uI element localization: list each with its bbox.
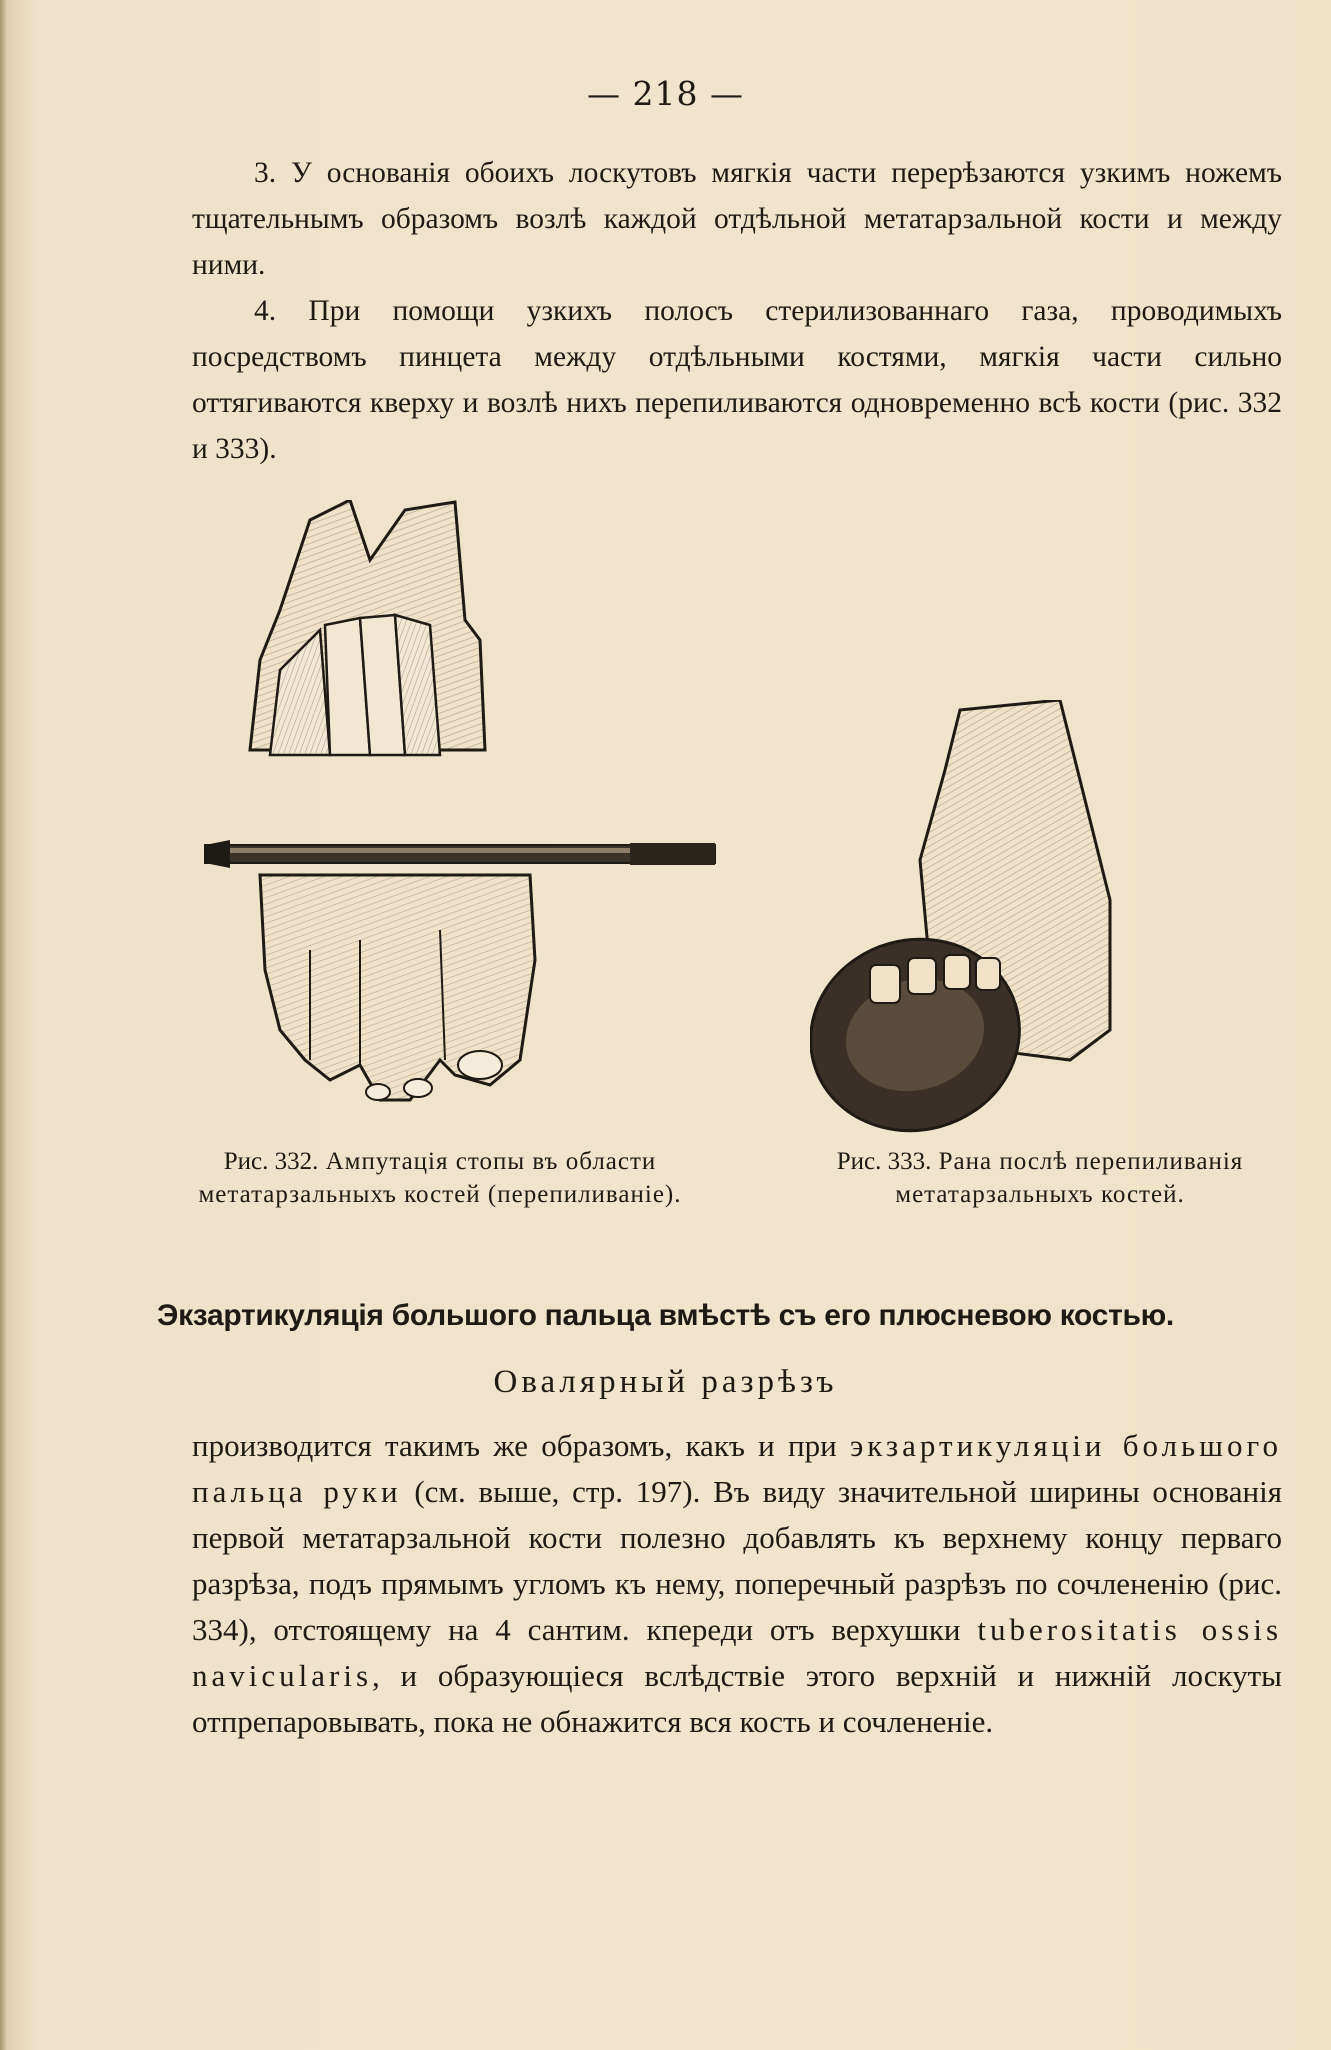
body-text-2: (см. выше, стр. 197). Въ виду значительной ширины основанія первой метатарзальной кости полезно добавлять къ верхнему концу перваго разрѣза, подъ прямымъ угломъ къ нему, поперечный разрѣзъ по сочлененію (рис. 334), отстоящему на 4 сантим. кпереди отъ верхушки xyxy=(192,1474,1282,1647)
figure-332-caption-text: Ампутація стопы въ области метатарзальныхъ костей (перепиливаніе). xyxy=(198,1148,682,1208)
figure-333-caption-text: Рана послѣ перепиливанія метатарзальныхъ костей. xyxy=(895,1148,1244,1208)
paragraph-4: 4. При помощи узкихъ полосъ стерилизованнаго газа, проводимыхъ посредствомъ пинцета между отдѣльными костями, мягкія части сильно оттягиваются кверху и возлѣ нихъ перепиливаются одновременно всѣ кости (рис. 332 и 333). xyxy=(192,295,1282,465)
section-subheading: Овалярный разрѣзъ xyxy=(493,1364,838,1400)
figure-333-label: Рис. 333. xyxy=(836,1148,932,1175)
paragraph-3: 3. У основанія обоихъ лоскутовъ мягкія части перерѣзаются узкимъ ножемъ тщательнымъ образомъ возлѣ каждой отдѣльной метатарзальной кости и между ними. xyxy=(192,157,1282,281)
body-spaced-term-1: экзартикуляціи большого пальца руки xyxy=(192,1428,1282,1509)
section-heading: Экзартикуляція большого пальца вмѣстѣ съ его плюсневою костью. xyxy=(157,1299,1174,1332)
figure-333-illustration xyxy=(810,700,1140,1140)
figure-332-caption xyxy=(180,1145,700,1211)
figure-333-caption xyxy=(780,1145,1300,1211)
page-number: — 218 — xyxy=(587,74,744,113)
body-text-1: производится такимъ же образомъ, какъ и при xyxy=(192,1428,850,1463)
figure-332-label: Рис. 332. xyxy=(223,1148,319,1175)
body-spaced-term-2: tuberositatis ossis navicularis xyxy=(192,1612,1283,1693)
figure-332-illustration xyxy=(200,500,730,1140)
page-binding-edge xyxy=(0,0,6,2050)
body-text-3: , и образующіеся вслѣдствіе этого верхній и нижній лоскуты отпрепаровывать, пока не обнажится вся кость и сочлененіе. xyxy=(192,1658,1282,1739)
saw-blade xyxy=(205,840,715,868)
body-paragraph xyxy=(192,1423,1282,1745)
